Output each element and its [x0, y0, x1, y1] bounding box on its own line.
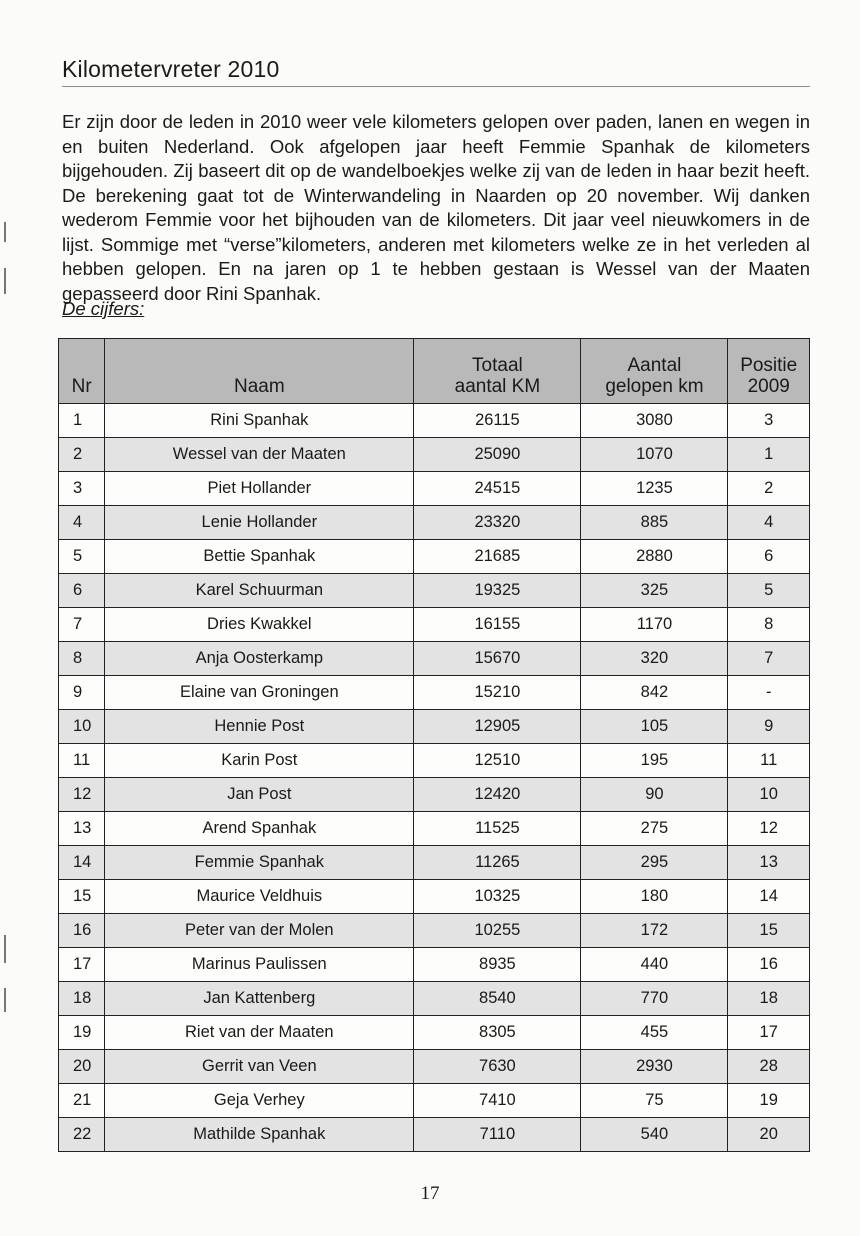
header-totaal-line1: Totaal [472, 355, 523, 376]
cell-positie: 1 [728, 438, 810, 472]
cell-positie: 9 [728, 710, 810, 744]
kilometer-table [58, 338, 810, 1152]
cell-nr: 6 [59, 574, 105, 608]
header-totaal-line2: aantal KM [454, 376, 541, 397]
cell-totaal: 10255 [414, 914, 581, 948]
cell-positie: 14 [728, 880, 810, 914]
cell-nr: 22 [59, 1118, 105, 1152]
margin-mark [4, 222, 6, 242]
page-title: Kilometervreter 2010 [62, 56, 280, 82]
cell-positie: - [728, 676, 810, 710]
cell-positie: 19 [728, 1084, 810, 1118]
cell-aantal: 90 [581, 778, 728, 812]
cell-naam: Riet van der Maaten [105, 1016, 414, 1050]
cell-nr: 7 [59, 608, 105, 642]
table-row [59, 506, 810, 540]
header-aantal [581, 339, 728, 404]
cell-nr: 4 [59, 506, 105, 540]
cell-totaal: 15670 [414, 642, 581, 676]
header-positie-line2: 2009 [747, 376, 790, 397]
cell-aantal: 1235 [581, 472, 728, 506]
cell-positie: 28 [728, 1050, 810, 1084]
header-totaal [414, 339, 581, 404]
cell-totaal: 7110 [414, 1118, 581, 1152]
header-aantal-line1: Aantal [627, 355, 682, 376]
table-row [59, 540, 810, 574]
cell-aantal: 2930 [581, 1050, 728, 1084]
cell-totaal: 26115 [414, 404, 581, 438]
cell-naam: Peter van der Molen [105, 914, 414, 948]
cell-positie: 7 [728, 642, 810, 676]
table-header-row [59, 339, 810, 404]
cell-aantal: 105 [581, 710, 728, 744]
title-divider [62, 86, 810, 87]
cell-naam: Jan Kattenberg [105, 982, 414, 1016]
cell-totaal: 15210 [414, 676, 581, 710]
cell-naam: Hennie Post [105, 710, 414, 744]
cell-naam: Wessel van der Maaten [105, 438, 414, 472]
cell-naam: Anja Oosterkamp [105, 642, 414, 676]
cell-aantal: 3080 [581, 404, 728, 438]
cell-aantal: 180 [581, 880, 728, 914]
cell-positie: 2 [728, 472, 810, 506]
cell-nr: 14 [59, 846, 105, 880]
cell-totaal: 7630 [414, 1050, 581, 1084]
cell-naam: Maurice Veldhuis [105, 880, 414, 914]
cell-totaal: 21685 [414, 540, 581, 574]
cell-naam: Geja Verhey [105, 1084, 414, 1118]
table-row [59, 642, 810, 676]
cell-totaal: 24515 [414, 472, 581, 506]
cell-aantal: 2880 [581, 540, 728, 574]
cell-positie: 18 [728, 982, 810, 1016]
cell-naam: Femmie Spanhak [105, 846, 414, 880]
cell-positie: 8 [728, 608, 810, 642]
table-row [59, 914, 810, 948]
table-row [59, 1118, 810, 1152]
cell-naam: Dries Kwakkel [105, 608, 414, 642]
cell-positie: 17 [728, 1016, 810, 1050]
cell-aantal: 440 [581, 948, 728, 982]
page-number: 17 [420, 1183, 440, 1204]
cell-aantal: 172 [581, 914, 728, 948]
cell-naam: Lenie Hollander [105, 506, 414, 540]
cell-naam: Marinus Paulissen [105, 948, 414, 982]
header-aantal-line2: gelopen km [605, 376, 704, 397]
table-row [59, 948, 810, 982]
intro-paragraph [62, 110, 810, 306]
cell-positie: 13 [728, 846, 810, 880]
cell-positie: 6 [728, 540, 810, 574]
table-body [59, 404, 810, 1152]
cell-positie: 15 [728, 914, 810, 948]
cell-positie: 16 [728, 948, 810, 982]
table-row [59, 574, 810, 608]
cell-totaal: 8935 [414, 948, 581, 982]
table-row [59, 744, 810, 778]
cell-nr: 21 [59, 1084, 105, 1118]
cell-naam: Arend Spanhak [105, 812, 414, 846]
cell-naam: Gerrit van Veen [105, 1050, 414, 1084]
table-row [59, 778, 810, 812]
cell-totaal: 11265 [414, 846, 581, 880]
margin-mark [4, 935, 6, 963]
cell-aantal: 1170 [581, 608, 728, 642]
table-row [59, 880, 810, 914]
cell-nr: 8 [59, 642, 105, 676]
header-naam: Naam [105, 339, 414, 404]
margin-mark [4, 988, 6, 1012]
margin-mark [4, 268, 6, 294]
cell-nr: 5 [59, 540, 105, 574]
header-nr: Nr [59, 339, 105, 404]
cell-positie: 20 [728, 1118, 810, 1152]
cell-nr: 2 [59, 438, 105, 472]
cell-positie: 10 [728, 778, 810, 812]
table-row [59, 438, 810, 472]
cell-aantal: 770 [581, 982, 728, 1016]
cell-positie: 5 [728, 574, 810, 608]
cell-aantal: 75 [581, 1084, 728, 1118]
cell-aantal: 540 [581, 1118, 728, 1152]
cell-nr: 18 [59, 982, 105, 1016]
cell-nr: 19 [59, 1016, 105, 1050]
cell-aantal: 455 [581, 1016, 728, 1050]
cell-totaal: 11525 [414, 812, 581, 846]
cell-nr: 9 [59, 676, 105, 710]
table-row [59, 608, 810, 642]
table-row [59, 404, 810, 438]
cell-aantal: 275 [581, 812, 728, 846]
cell-naam: Piet Hollander [105, 472, 414, 506]
cell-totaal: 12905 [414, 710, 581, 744]
cell-totaal: 19325 [414, 574, 581, 608]
cell-naam: Elaine van Groningen [105, 676, 414, 710]
cijfers-label: De cijfers: [62, 298, 145, 319]
cell-naam: Jan Post [105, 778, 414, 812]
table-row [59, 1016, 810, 1050]
table-row [59, 846, 810, 880]
cell-positie: 3 [728, 404, 810, 438]
cell-naam: Rini Spanhak [105, 404, 414, 438]
intro-text: Er zijn door de leden in 2010 weer vele kilometers gelopen over paden, lanen en wegen in en buiten Nederland. Ook afgelopen jaar heeft Femmie Spanhak de kilometers bijgehouden. Zij baseert dit op de wandelboekjes welke zij van de leden in haar bezit heeft. De berekening gaat tot de Winterwandeling in Naarden op 20 november. Wij danken wederom Femmie voor het bijhouden van de kilometers. Dit jaar veel nieuwkomers in de lijst. Sommige met “verse”kilometers, anderen met kilometers welke ze in het verleden al hebben gelopen. En na jaren op 1 te hebben gestaan is Wessel van der Maaten gepasseerd door Rini Spanhak. [62, 111, 810, 304]
cell-aantal: 1070 [581, 438, 728, 472]
table-row [59, 472, 810, 506]
cell-positie: 4 [728, 506, 810, 540]
cell-nr: 1 [59, 404, 105, 438]
cell-totaal: 10325 [414, 880, 581, 914]
table-row [59, 1084, 810, 1118]
table-row [59, 710, 810, 744]
header-positie [728, 339, 810, 404]
cell-positie: 11 [728, 744, 810, 778]
cell-naam: Bettie Spanhak [105, 540, 414, 574]
cell-positie: 12 [728, 812, 810, 846]
cell-aantal: 325 [581, 574, 728, 608]
cell-naam: Karel Schuurman [105, 574, 414, 608]
table-row [59, 676, 810, 710]
cell-totaal: 7410 [414, 1084, 581, 1118]
cell-totaal: 25090 [414, 438, 581, 472]
cell-nr: 10 [59, 710, 105, 744]
cell-totaal: 8305 [414, 1016, 581, 1050]
cell-nr: 3 [59, 472, 105, 506]
cell-nr: 20 [59, 1050, 105, 1084]
cell-naam: Mathilde Spanhak [105, 1118, 414, 1152]
cell-nr: 16 [59, 914, 105, 948]
cell-totaal: 12510 [414, 744, 581, 778]
cell-aantal: 195 [581, 744, 728, 778]
cell-totaal: 23320 [414, 506, 581, 540]
cell-nr: 17 [59, 948, 105, 982]
cell-totaal: 12420 [414, 778, 581, 812]
cell-naam: Karin Post [105, 744, 414, 778]
cell-nr: 15 [59, 880, 105, 914]
cell-aantal: 885 [581, 506, 728, 540]
cell-totaal: 16155 [414, 608, 581, 642]
table-row [59, 1050, 810, 1084]
cell-nr: 12 [59, 778, 105, 812]
table-row [59, 812, 810, 846]
cell-aantal: 295 [581, 846, 728, 880]
cell-aantal: 320 [581, 642, 728, 676]
cell-nr: 13 [59, 812, 105, 846]
cell-totaal: 8540 [414, 982, 581, 1016]
table-row [59, 982, 810, 1016]
cell-nr: 11 [59, 744, 105, 778]
cell-aantal: 842 [581, 676, 728, 710]
header-positie-line1: Positie [740, 355, 798, 376]
